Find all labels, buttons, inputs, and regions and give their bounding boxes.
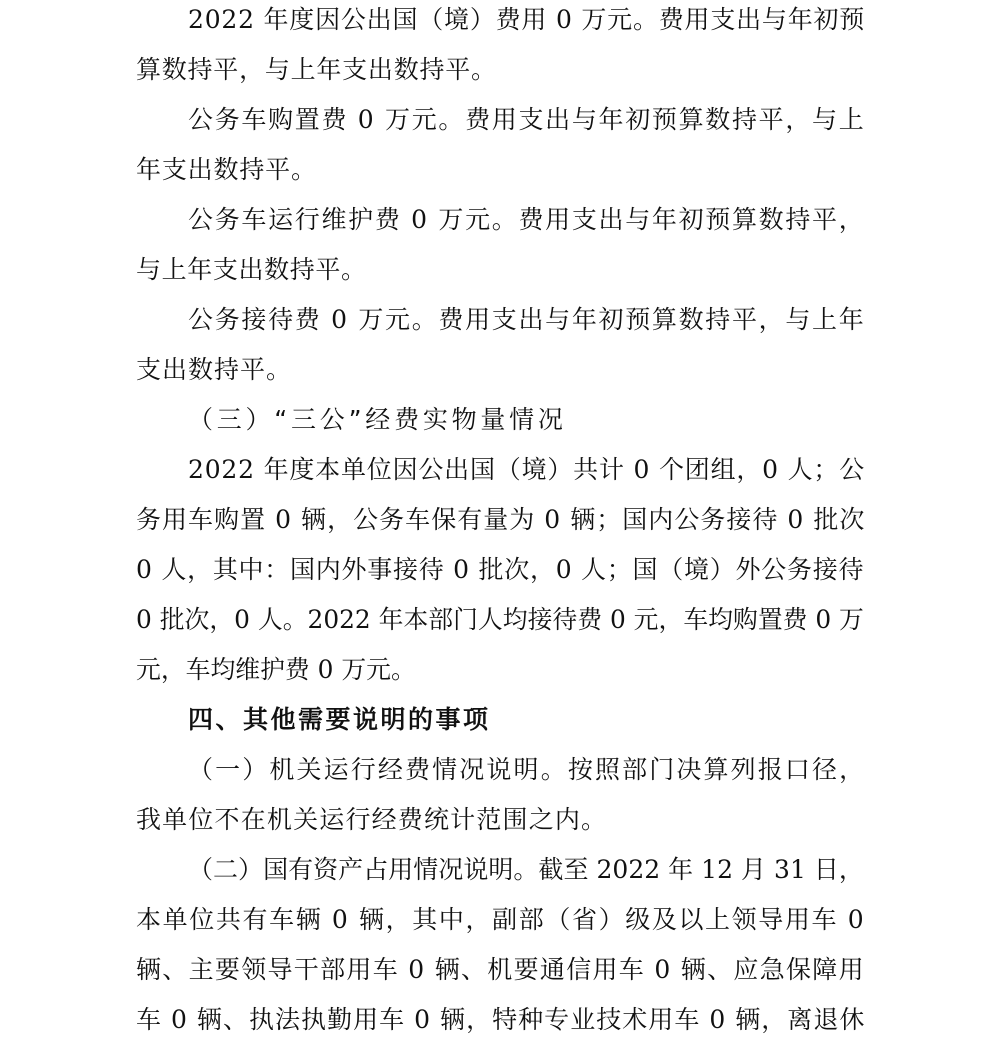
text-line: 与上年支出数持平。	[136, 255, 367, 284]
section-heading: 四、其他需要说明的事项	[188, 705, 491, 734]
text-line: （一）机关运行经费情况说明。按照部门决算列报口径，	[188, 755, 867, 784]
text-line: 务用车购置 0 辆，公务车保有量为 0 辆；国内公务接待 0 批次	[136, 505, 866, 534]
text-line: 公务车运行维护费 0 万元。费用支出与年初预算数持平，	[188, 205, 866, 234]
text-line: 支出数持平。	[136, 355, 293, 384]
text-line: 0 人，其中：国内外事接待 0 批次，0 人；国（境）外公务接待	[136, 555, 865, 584]
text-line: 年支出数持平。	[136, 155, 317, 184]
text-line: 公务车购置费 0 万元。费用支出与年初预算数持平，与上	[188, 105, 866, 134]
text-line: （二）国有资产占用情况说明。截至 2022 年 12 月 31 日，	[188, 855, 864, 884]
text-line: 公务接待费 0 万元。费用支出与年初预算数持平，与上年	[188, 305, 866, 334]
text-line: 辆、主要领导干部用车 0 辆、机要通信用车 0 辆、应急保障用	[136, 955, 865, 984]
section-subheading: （三）“三公”经费实物量情况	[188, 405, 567, 434]
text-line: 2022 年度因公出国（境）费用 0 万元。费用支出与年初预	[188, 5, 866, 34]
text-line: 0 批次，0 人。2022 年本部门人均接待费 0 元，车均购置费 0 万	[136, 605, 864, 634]
text-line: 本单位共有车辆 0 辆，其中，副部（省）级及以上领导用车 0	[136, 905, 866, 934]
text-line: 元，车均维护费 0 万元。	[136, 655, 416, 684]
text-line: 算数持平，与上年支出数持平。	[136, 55, 497, 84]
text-line: 我单位不在机关运行经费统计范围之内。	[136, 805, 608, 834]
text-line: 车 0 辆、执法执勤用车 0 辆，特种专业技术用车 0 辆，离退休	[136, 1005, 866, 1034]
text-line: 2022 年度本单位因公出国（境）共计 0 个团组，0 人；公	[188, 455, 866, 484]
